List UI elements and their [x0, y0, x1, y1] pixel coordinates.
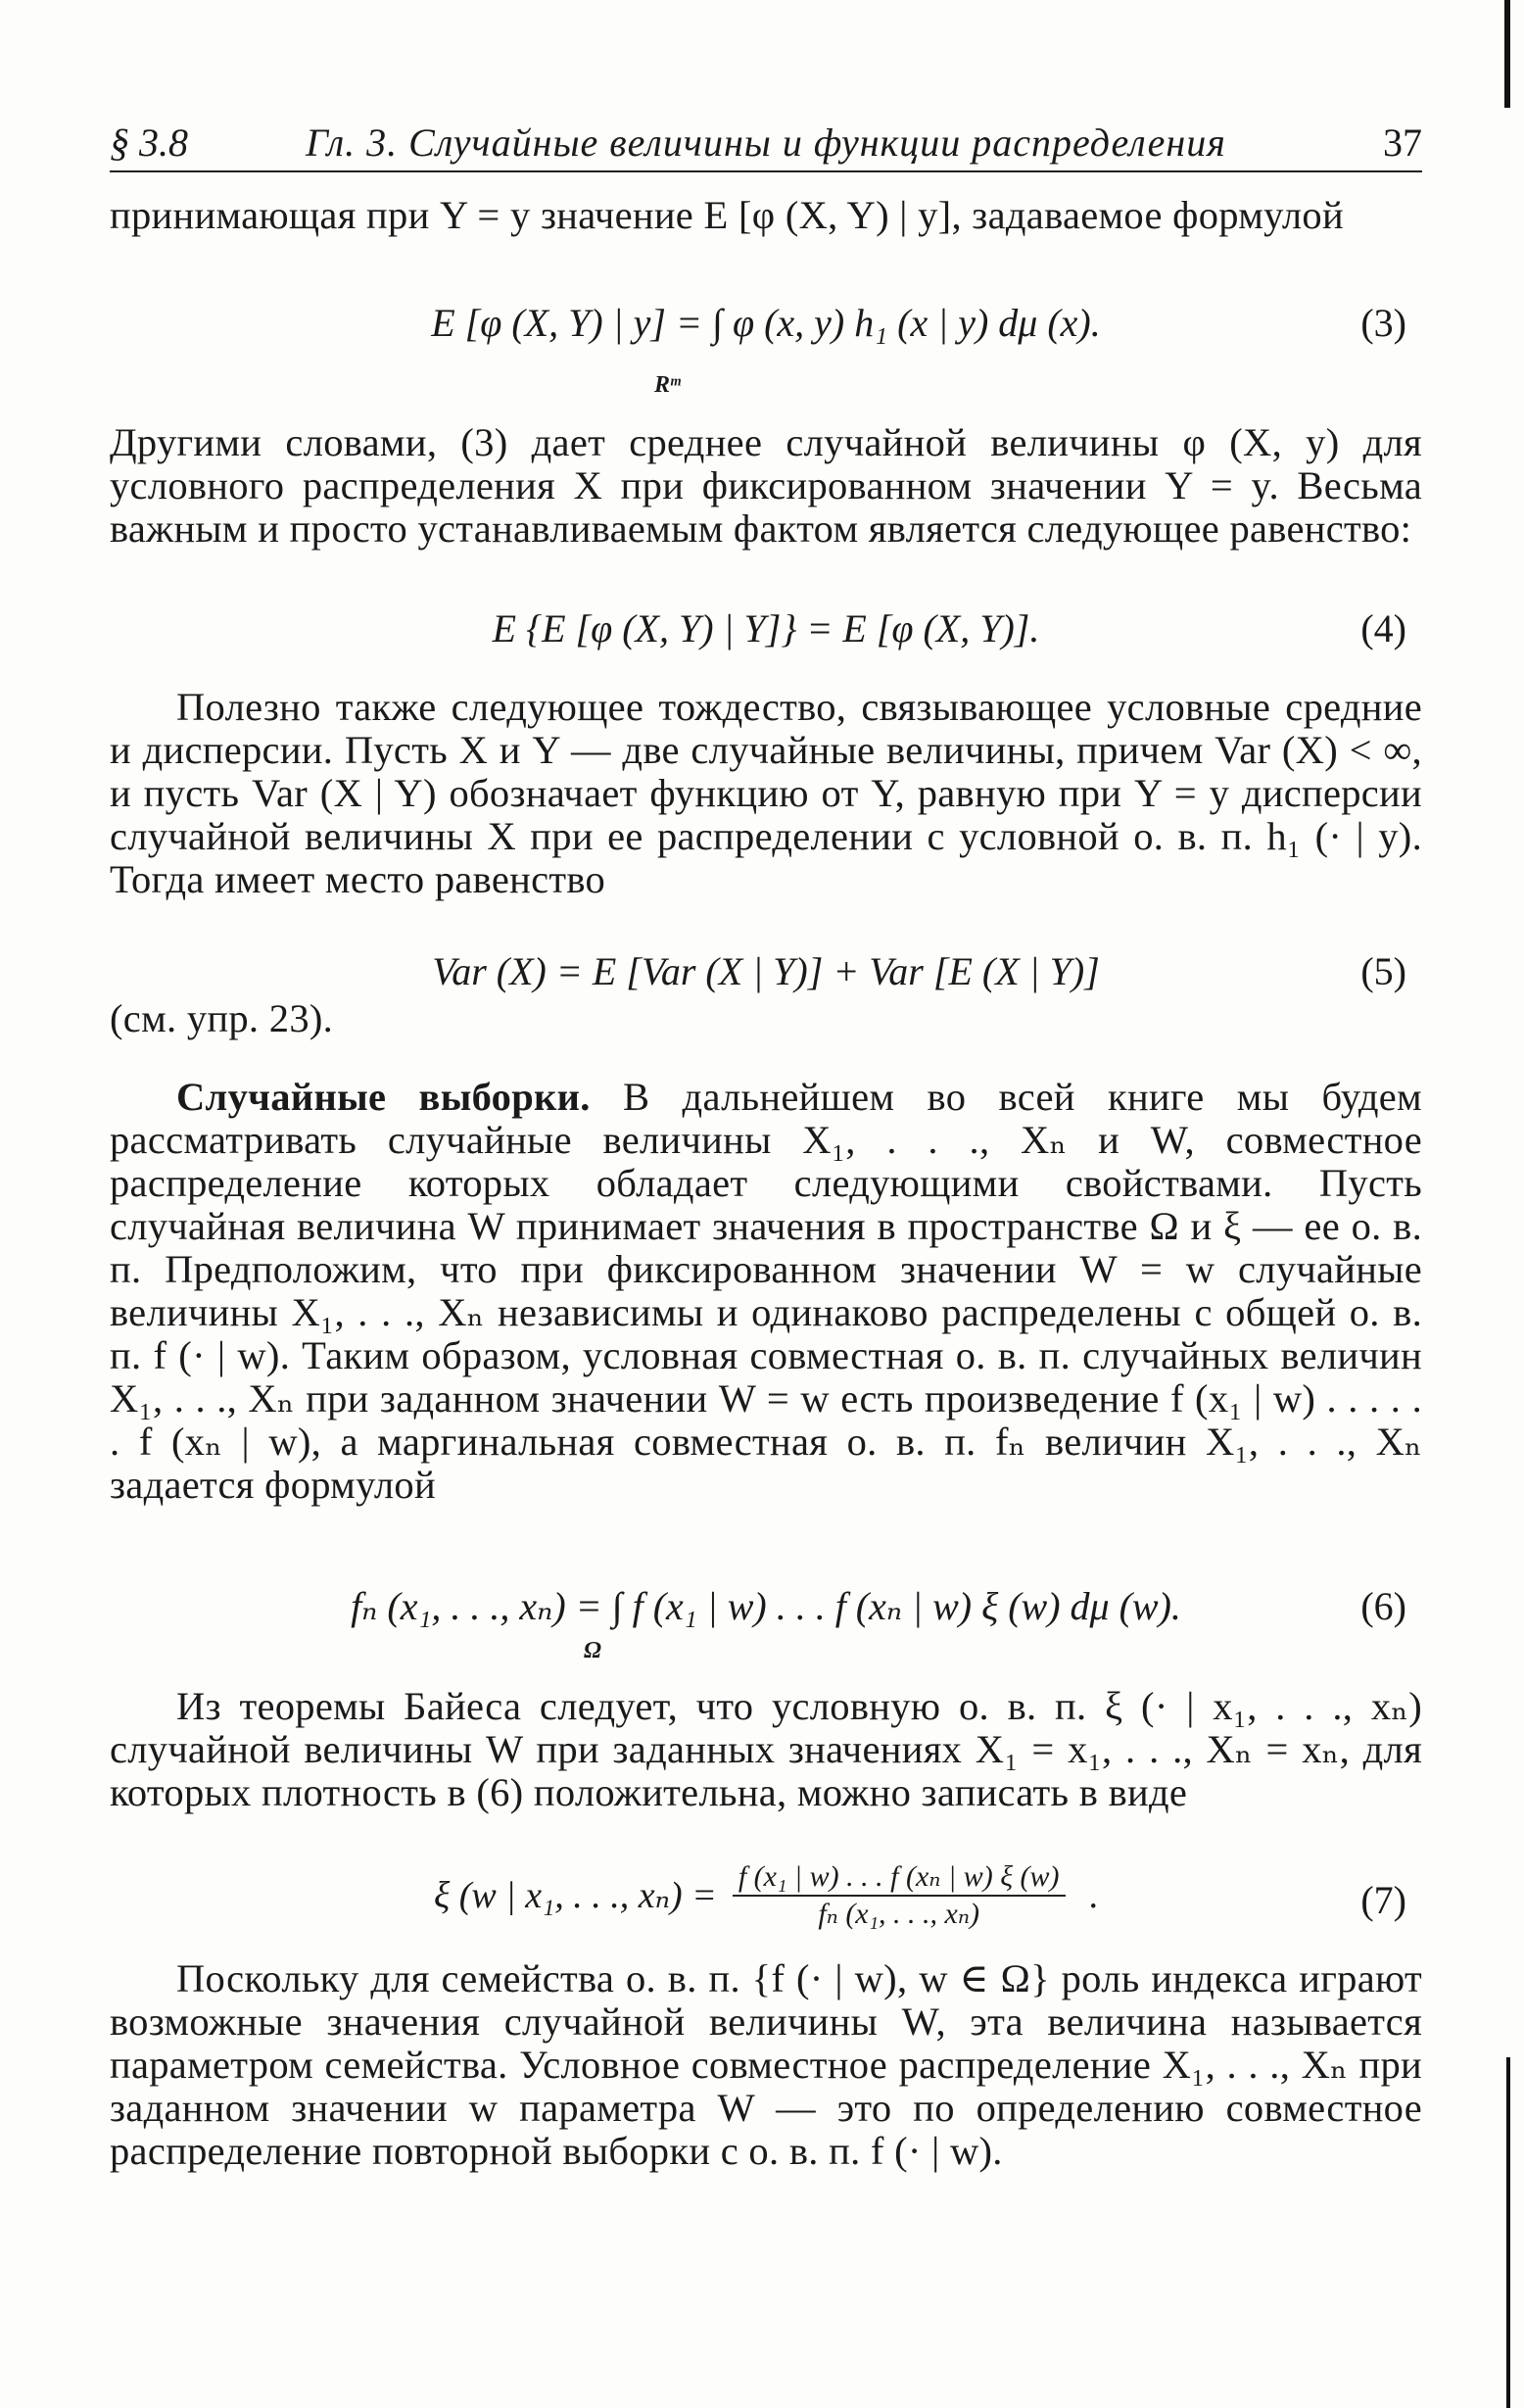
equation-7-denominator: fₙ (x₁, . . ., xₙ) — [818, 1898, 980, 1930]
equation-7-label: (7) — [1360, 1878, 1406, 1922]
equation-5-label: (5) — [1360, 949, 1406, 993]
page-number: 37 — [1383, 120, 1422, 165]
equation-3-label: (3) — [1360, 301, 1406, 345]
paragraph-bayes: Из теоремы Байеса следует, что условную о. в. п. ξ (· | x₁, . . ., xₙ) случайной величины W при заданных значениях X₁ = x₁, . . ., Xₙ = xₙ, для которых плотность в (6) положительна, можно записать в виде — [110, 1684, 1422, 1814]
equation-4 — [110, 600, 1422, 658]
equation-7-left: ξ (w | x₁, . . ., xₙ) = — [433, 1875, 717, 1916]
paragraph-see-exercise: (см. упр. 23). — [110, 996, 334, 1040]
paragraph-parameter: Поскольку для семейства о. в. п. {f (· | w), w ∈ Ω} роль индекса играют возможные значения случайной величины W, эта величина называется параметром семейства. Условное совместное распределение X₁, . . ., Xₙ при заданном значении w параметра W — это по определению совместное распределение повторной выборки с о. в. п. f (· | w). — [110, 1956, 1422, 2173]
equation-7 — [110, 1859, 1422, 1942]
chapter-title: Гл. 3. Случайные величины и функции распределения — [306, 120, 1226, 165]
equation-3-expr: E [φ (X, Y) | y] = ∫ φ (x, y) h₁ (x | y) dμ (x). — [431, 301, 1101, 345]
equation-7-numerator: f (x₁ | w) . . . f (xₙ | w) ξ (w) — [733, 1859, 1066, 1897]
equation-5 — [110, 942, 1422, 1001]
equation-7-fraction — [733, 1859, 1066, 1932]
scan-edge-bottom — [1506, 2057, 1510, 2408]
equation-6-label: (6) — [1360, 1584, 1406, 1628]
paragraph-random-samples — [110, 1076, 1422, 1507]
equation-6 — [110, 1577, 1422, 1636]
equation-7-body — [110, 1859, 1422, 1932]
equation-3 — [110, 294, 1422, 353]
paragraph-identity: Полезно также следующее тождество, связывающее условные средние и дисперсии. Пусть X и Y — две случайные величины, причем Var (X) < ∞, и пусть Var (X | Y) обозначает функцию от Y, равную при Y = y дисперсии случайной величины X при ее распределении с условной о. в. п. h₁ (· | y). Тогда имеет место равенство — [110, 685, 1422, 901]
scan-edge-top — [1504, 0, 1510, 108]
paragraph-other-words: Другими словами, (3) дает среднее случайной величины φ (X, y) для условного распределения X при фиксированном значении Y = y. Весьма важным и просто устанавливаемым фактом является следующее равенство: — [110, 420, 1422, 551]
equation-4-expr: E {E [φ (X, Y) | Y]} = E [φ (X, Y)]. — [492, 606, 1040, 650]
equation-5-expr: Var (X) = E [Var (X | Y)] + Var [E (X | Y)] — [432, 949, 1100, 993]
equation-3-integral-domain: Rᵐ — [654, 372, 681, 398]
equation-6-expr: fₙ (x₁, . . ., xₙ) = ∫ f (x₁ | w) . . . f (xₙ | w) ξ (w) dμ (w). — [351, 1584, 1181, 1628]
equation-4-label: (4) — [1360, 606, 1406, 650]
equation-7-period: . — [1088, 1875, 1099, 1916]
paragraph-intro: принимающая при Y = y значение E [φ (X, Y) | y], задаваемое формулой — [110, 193, 1344, 237]
section-number: § 3.8 — [110, 120, 188, 165]
equation-6-integral-domain: Ω — [584, 1638, 601, 1663]
section-heading-random-samples: Случайные выборки. — [176, 1075, 591, 1119]
running-header — [110, 116, 1422, 172]
paragraph-random-samples-text: В дальнейшем во всей книге мы будем рассматривать случайные величины X₁, . . ., Xₙ и W, совместное распределение которых обладает следующими свойствами. Пусть случайная величина W принимает значения в пространстве Ω и ξ — ее о. в. п. Предположим, что при фиксированном значении W = w случайные величины X₁, . . ., Xₙ независимы и одинаково распределены с общей о. в. п. f (· | w). Таким образом, условная совместная о. в. п. случайных величин X₁, . . ., Xₙ при заданном значении W = w есть произведение f (x₁ | w) . . . . . . f (xₙ | w), а маргинальная совместная о. в. п. fₙ величин X₁, . . ., Xₙ задается формулой — [110, 1075, 1422, 1507]
